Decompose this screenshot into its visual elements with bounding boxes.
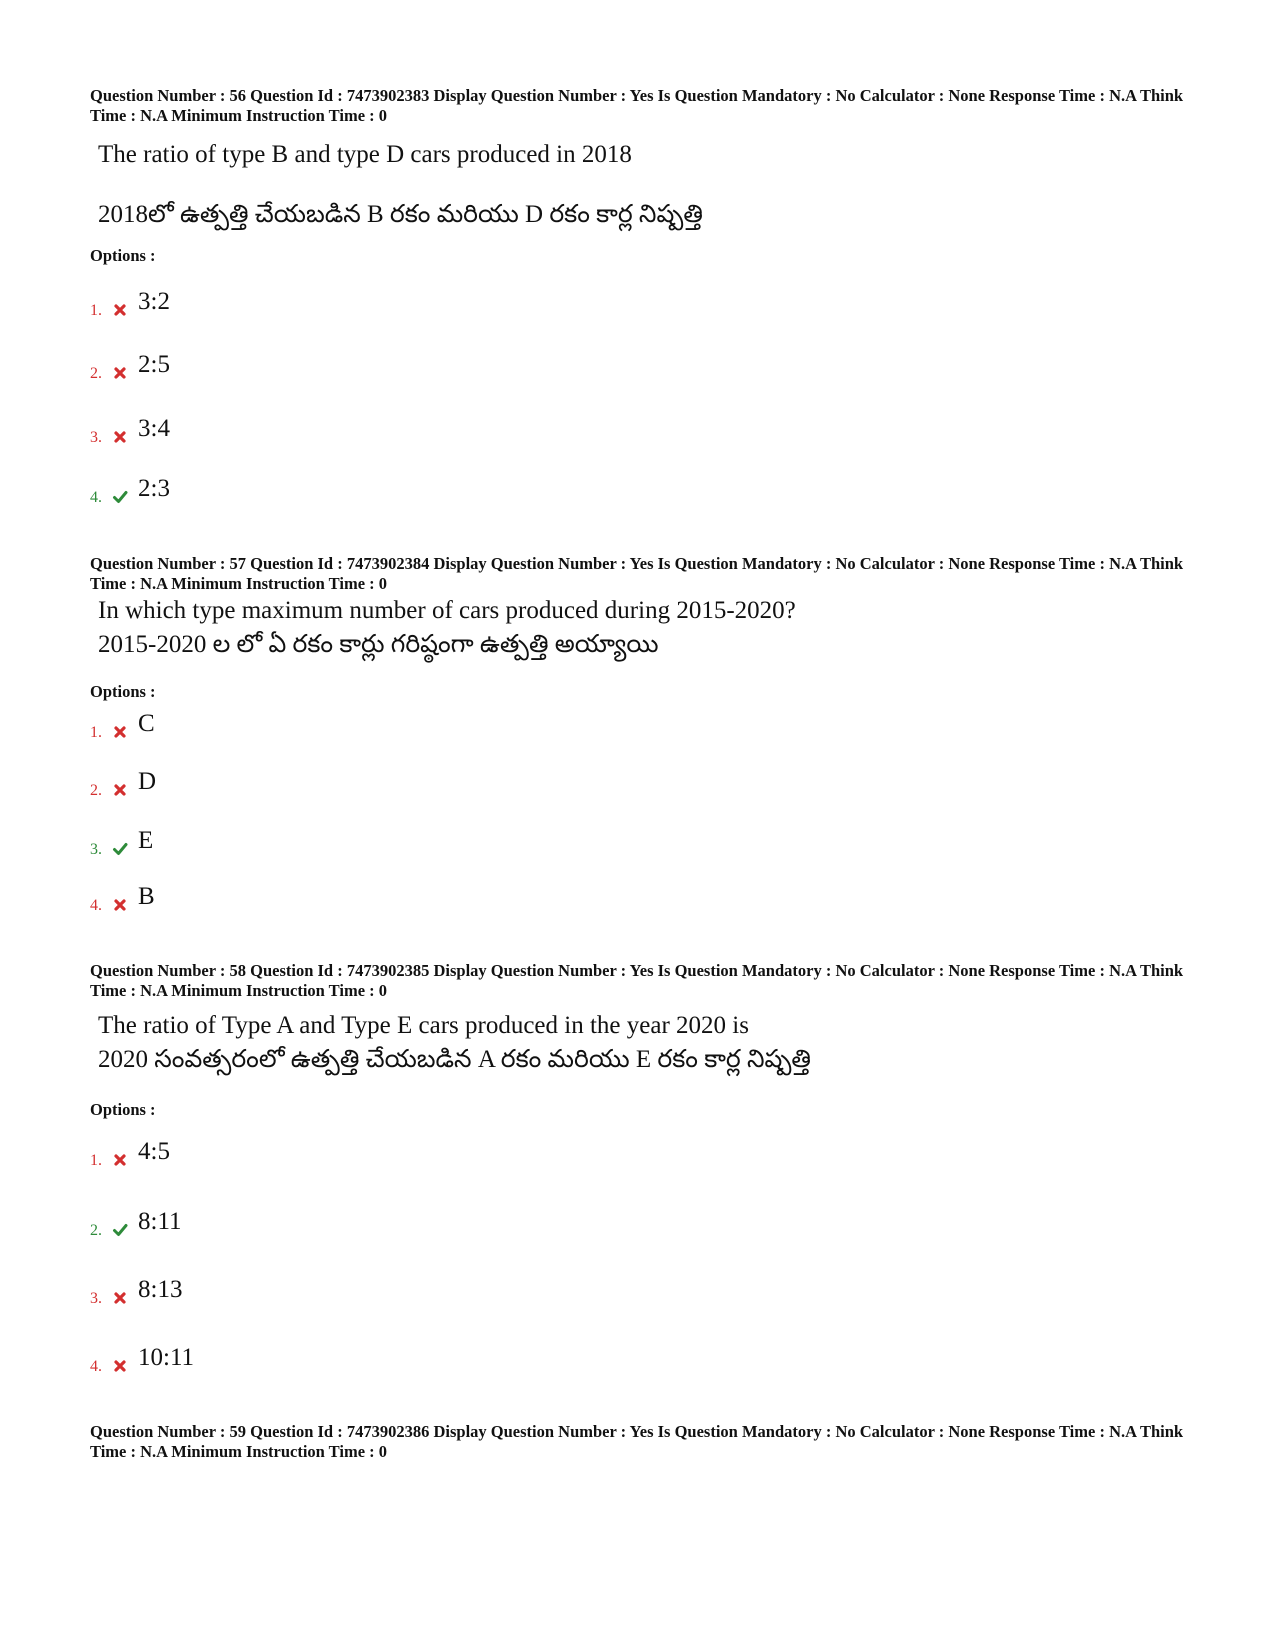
question-57-meta: Question Number : 57 Question Id : 7473902384 Display Question Number : Yes Is Question Mandatory : No Calculator : None Response Time : N.A Think Time : N.A Minimum Instruction Time : 0 bbox=[90, 554, 1184, 593]
option-number: 4. bbox=[90, 1358, 102, 1375]
option-number: 1. bbox=[90, 1152, 102, 1169]
cross-icon bbox=[112, 897, 128, 913]
cross-icon bbox=[112, 365, 128, 381]
cross-icon bbox=[112, 1290, 128, 1306]
cross-icon bbox=[112, 429, 128, 445]
cross-icon bbox=[112, 1358, 128, 1374]
q57-option-2 bbox=[90, 770, 490, 800]
question-56-options-label: Options : bbox=[90, 246, 156, 265]
question-59-meta: Question Number : 59 Question Id : 7473902386 Display Question Number : Yes Is Question Mandatory : No Calculator : None Response Time : N.A Think Time : N.A Minimum Instruction Time : 0 bbox=[90, 1422, 1184, 1461]
q58-option-2 bbox=[90, 1210, 490, 1240]
question-58-options-label: Options : bbox=[90, 1100, 156, 1119]
cross-icon bbox=[112, 1152, 128, 1168]
option-value: 8:11 bbox=[138, 1208, 182, 1235]
q57-option-1 bbox=[90, 712, 490, 742]
option-value: E bbox=[138, 827, 154, 854]
option-number: 3. bbox=[90, 429, 102, 446]
question-58-text-en: The ratio of Type A and Type E cars produced in the year 2020 is bbox=[98, 1012, 749, 1039]
q56-option-1 bbox=[90, 290, 490, 320]
option-number: 2. bbox=[90, 1222, 102, 1239]
question-56-text-te: 2018లో ఉత్పత్తి చేయబడిన B రకం మరియు D రకం కార్ల నిష్పత్తి bbox=[98, 201, 703, 228]
check-icon bbox=[112, 841, 128, 857]
option-value: 8:13 bbox=[138, 1276, 183, 1303]
option-number: 1. bbox=[90, 302, 102, 319]
question-58-meta: Question Number : 58 Question Id : 7473902385 Display Question Number : Yes Is Question Mandatory : No Calculator : None Response Time : N.A Think Time : N.A Minimum Instruction Time : 0 bbox=[90, 961, 1184, 1000]
option-value: 2:5 bbox=[138, 351, 170, 378]
cross-icon bbox=[112, 724, 128, 740]
question-57-text-en: In which type maximum number of cars produced during 2015-2020? bbox=[98, 597, 796, 624]
option-value: 3:4 bbox=[138, 415, 170, 442]
question-56-meta: Question Number : 56 Question Id : 7473902383 Display Question Number : Yes Is Question Mandatory : No Calculator : None Response Time : N.A Think Time : N.A Minimum Instruction Time : 0 bbox=[90, 86, 1184, 125]
option-value: 4:5 bbox=[138, 1138, 170, 1165]
option-number: 4. bbox=[90, 897, 102, 914]
q57-option-4 bbox=[90, 885, 490, 915]
option-value: B bbox=[138, 883, 155, 910]
option-value: 10:11 bbox=[138, 1344, 195, 1371]
option-number: 2. bbox=[90, 782, 102, 799]
question-58-text-te: 2020 సంవత్సరంలో ఉత్పత్తి చేయబడిన A రకం మరియు E రకం కార్ల నిష్పత్తి bbox=[98, 1046, 811, 1073]
q56-option-4 bbox=[90, 477, 490, 507]
cross-icon bbox=[112, 782, 128, 798]
q58-option-1 bbox=[90, 1140, 490, 1170]
option-number: 2. bbox=[90, 365, 102, 382]
option-value: D bbox=[138, 768, 157, 795]
q58-option-4 bbox=[90, 1346, 490, 1376]
q57-option-3 bbox=[90, 829, 490, 859]
question-57-options-label: Options : bbox=[90, 682, 156, 701]
cross-icon bbox=[112, 302, 128, 318]
question-57-text-te: 2015-2020 ల లో ఏ రకం కార్లు గరిష్ఠంగా ఉత్పత్తి అయ్యాయి bbox=[98, 631, 659, 658]
option-value: 3:2 bbox=[138, 288, 170, 315]
option-value: 2:3 bbox=[138, 475, 170, 502]
q56-option-3 bbox=[90, 417, 490, 447]
option-value: C bbox=[138, 710, 155, 737]
option-number: 1. bbox=[90, 724, 102, 741]
q58-option-3 bbox=[90, 1278, 490, 1308]
q56-option-2 bbox=[90, 353, 490, 383]
option-number: 3. bbox=[90, 1290, 102, 1307]
question-56-text-en: The ratio of type B and type D cars produced in 2018 bbox=[98, 141, 632, 168]
option-number: 3. bbox=[90, 841, 102, 858]
check-icon bbox=[112, 1222, 128, 1238]
option-number: 4. bbox=[90, 489, 102, 506]
check-icon bbox=[112, 489, 128, 505]
